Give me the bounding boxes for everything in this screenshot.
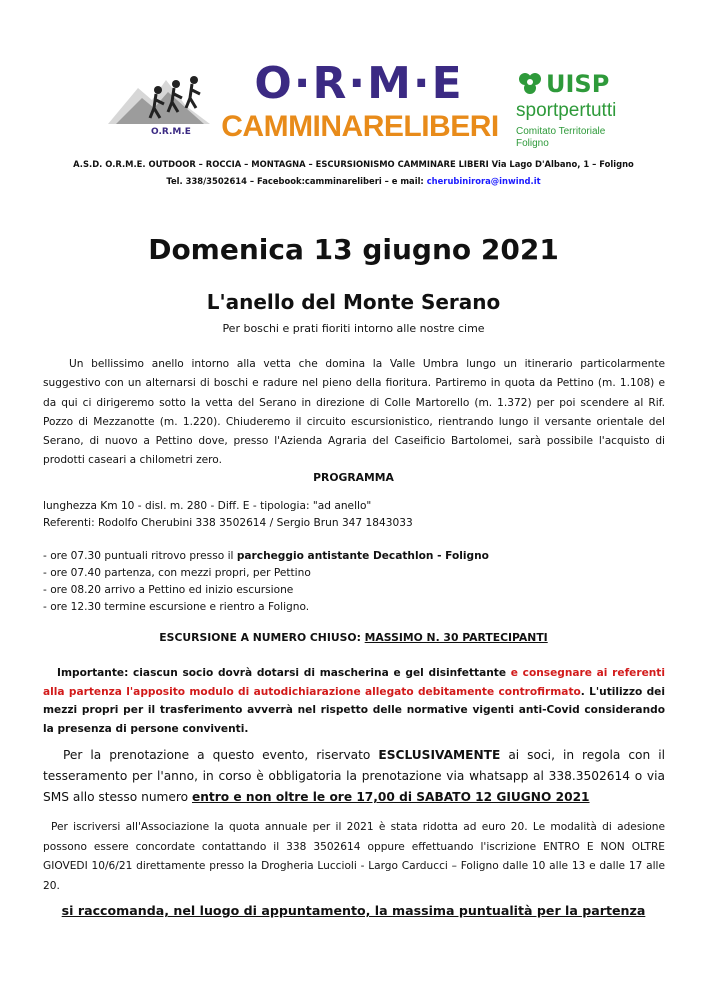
contacts-text: Tel. 338/3502614 – Facebook:camminareliberi – e mail:: [166, 176, 427, 186]
email-link[interactable]: cherubinirora@inwind.it: [426, 176, 541, 186]
important-red-text: e consegnare ai referenti alla partenza l'apposito modulo di autodichiarazione allegato debitamente controfirmato: [43, 667, 666, 698]
booking-deadline: entro e non oltre le ore 17,00 di SABATO 12 GIUGNO 2021: [191, 790, 590, 804]
schedule-item: - ore 07.40 partenza, con mezzi propri, per Pettino: [43, 567, 311, 579]
trip-details: lunghezza Km 10 - disl. m. 280 - Diff. E - tipologia: "ad anello": [43, 500, 372, 512]
association-address: A.S.D. O.R.M.E. OUTDOOR – ROCCIA – MONTAGNA – ESCURSIONISMO CAMMINARE LIBERI Via Lago D'Albano, 1 – Foligno: [73, 159, 634, 169]
programma-heading: PROGRAMMA: [313, 471, 394, 484]
booking-exclusive: ESCLUSIVAMENTE: [378, 748, 501, 762]
event-subtitle: Per boschi e prati fioriti intorno alle nostre cime: [222, 322, 485, 335]
trip-referenti: Referenti: Rodolfo Cherubini 338 3502614 / Sergio Brun 347 1843033: [43, 517, 413, 529]
association-contacts: [0, 175, 707, 187]
booking-paragraph: [43, 745, 665, 808]
uisp-sportpertutti: sportpertutti: [516, 100, 617, 121]
meeting-point: parcheggio antistante Decathlon - Foligno: [236, 550, 489, 562]
participant-limit: MASSIMO N. 30 PARTECIPANTI: [364, 631, 548, 644]
schedule-item: [43, 548, 489, 564]
orme-subtitle: CAMMINARELIBERI: [221, 110, 499, 143]
uisp-comitato: Comitato Territoriale Foligno: [516, 126, 606, 149]
closed-number-label: ESCURSIONE A NUMERO CHIUSO:: [159, 631, 365, 644]
important-text-2: . L'utilizzo dei mezzi propri per il trasferimento avverrà nel rispetto delle normative vigenti anti-Covid considerando la presenza di persone conviventi.: [43, 685, 665, 735]
orme-emblem-text: O.R.M.E: [151, 127, 191, 137]
schedule-item: - ore 08.20 arrivo a Pettino ed inizio escursione: [43, 584, 294, 596]
schedule-item: - ore 12.30 termine escursione e rientro a Foligno.: [43, 601, 310, 613]
closed-number-notice: [0, 630, 707, 646]
event-description: Un bellissimo anello intorno alla vetta che domina la Valle Umbra lungo un itinerario particolarmente suggestivo con un alternarsi di boschi e radure nel pieno della fioritura. Partiremo in quota da Pettino (m. 1.108) e da qui ci dirigeremo sotto la vetta del Serano in direzione di Colle Martorello (m. 1.372) per poi scendere al Rif. Pozzo di Mezzanotte (m. 1.220). Chiuderemo il circuito escursionistico, rientrando lungo il versante orientale del Serano, di nuovo a Pettino dove, presso l'Azienda Agraria del Caseificio Bartolomei, sarà possibile l'acquisto di prodotti caseari a chilometri zero.: [43, 358, 665, 467]
membership-paragraph: Per iscriversi all'Associazione la quota annuale per il 2021 è stata ridotta ad euro 20. Le modalità di adesione possono essere concordate contattando il 338 3502614 oppure effettuando l'iscrizione ENTRO E NON OLTRE GIOVEDI 10/6/21 direttamente presso la Drogheria Luccioli - Largo Carducci – Foligno dalle 10 alle 13 e dalle 17 alle 20.: [43, 821, 665, 892]
important-text-1: Importante: ciascun socio dovrà dotarsi di mascherina e gel disinfettante: [57, 667, 511, 679]
orme-hikers-logo: [108, 66, 210, 140]
closing-note: si raccomanda, nel luogo di appuntamento, la massima puntualità per la partenza: [61, 903, 646, 918]
event-date: Domenica 13 giugno 2021: [148, 233, 559, 266]
event-title: L'anello del Monte Serano: [206, 290, 501, 314]
orme-title: O·R·M·E: [254, 58, 464, 109]
booking-text-2: ai soci, in regola con il tesseramento per l'anno, in corso è obbligatoria la prenotazione via whatsapp al 338.3502614 o via SMS allo stesso numero: [43, 748, 665, 804]
uisp-logo: [516, 70, 636, 149]
important-notice: [43, 664, 665, 738]
uisp-word: UISP: [546, 70, 610, 98]
uisp-emblem-icon: [516, 70, 544, 96]
booking-text-1: Per la prenotazione a questo evento, riservato: [63, 748, 379, 762]
schedule-text: - ore 07.30 puntuali ritrovo presso il: [43, 550, 237, 562]
